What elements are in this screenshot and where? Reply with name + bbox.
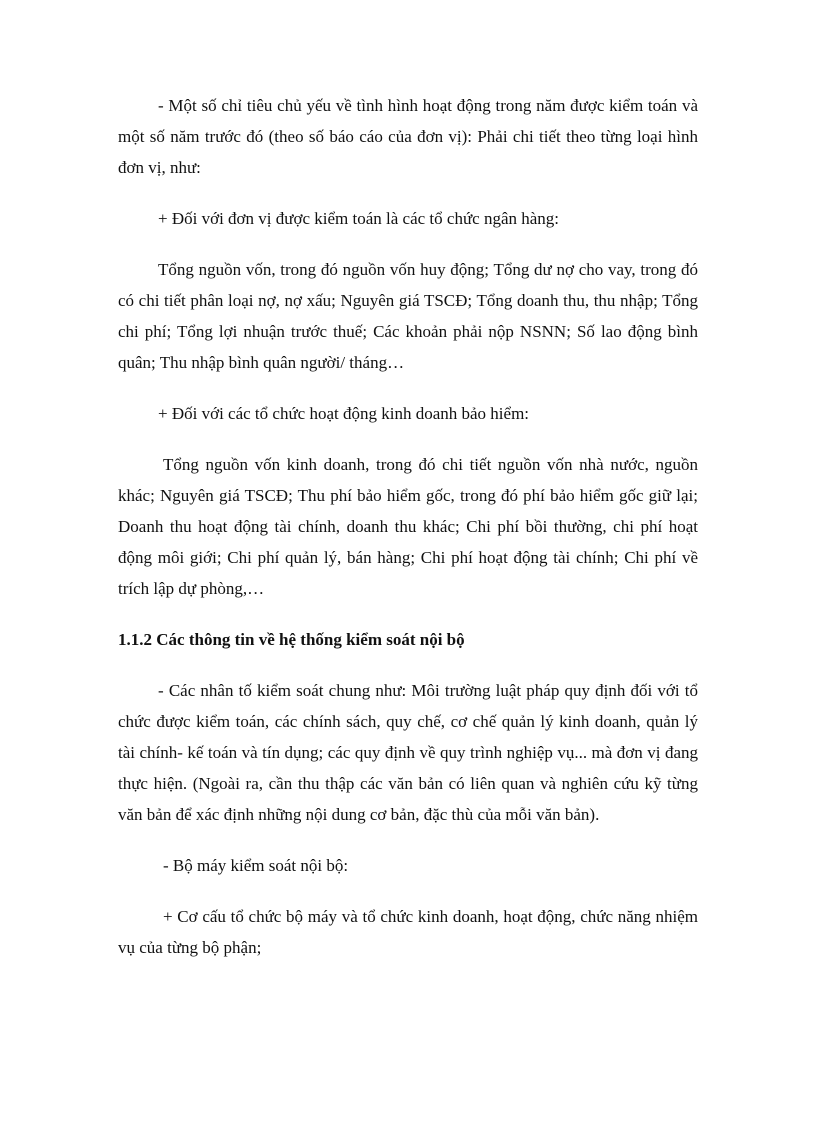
paragraph-key-indicators: - Một số chỉ tiêu chủ yếu về tình hình hoạt động trong năm được kiểm toán và một số năm trước đó (theo số báo cáo của đơn vị): Phải chi tiết theo từng loại hình đơn vị, như:: [118, 96, 698, 177]
paragraph-internal-control-apparatus: - Bộ máy kiểm soát nội bộ:: [163, 856, 349, 875]
paragraph-insurance-indicators: Tổng nguồn vốn kinh doanh, trong đó chi tiết nguồn vốn nhà nước, nguồn khác; Nguyên giá TSCĐ; Thu phí bảo hiểm gốc, trong đó phí bảo hiểm gốc giữ lại; Doanh thu hoạt động tài chính, doanh thu khác; Chi phí bồi thường, chi phí hoạt động môi giới; Chi phí quản lý, bán hàng; Chi phí hoạt động tài chính; Chi phí về trích lập dự phòng,…: [118, 455, 698, 598]
document-page: [118, 90, 698, 963]
paragraph-control-factors: - Các nhân tố kiểm soát chung như: Môi trường luật pháp quy định đối với tổ chức được kiểm toán, các chính sách, quy chế, cơ chế quản lý kinh doanh, quản lý tài chính- kế toán và tín dụng; các quy định về quy trình nghiệp vụ... mà đơn vị đang thực hiện. (Ngoài ra, cần thu thập các văn bản có liên quan và nghiên cứu kỹ từng văn bản để xác định những nội dung cơ bản, đặc thù của mỗi văn bản).: [118, 681, 698, 824]
section-heading: 1.1.2 Các thông tin về hệ thống kiểm soát nội bộ: [118, 630, 465, 649]
paragraph-insurance-intro: + Đối với các tổ chức hoạt động kinh doanh bảo hiểm:: [158, 404, 530, 423]
paragraph-banking-intro: + Đối với đơn vị được kiểm toán là các tổ chức ngân hàng:: [158, 209, 560, 228]
paragraph-banking-indicators: Tổng nguồn vốn, trong đó nguồn vốn huy động; Tổng dư nợ cho vay, trong đó có chi tiết phân loại nợ, nợ xấu; Nguyên giá TSCĐ; Tổng doanh thu, thu nhập; Tổng chi phí; Tổng lợi nhuận trước thuế; Các khoản phải nộp NSNN; Số lao động bình quân; Thu nhập bình quân người/ tháng…: [118, 260, 698, 372]
paragraph-organizational-structure: + Cơ cấu tổ chức bộ máy và tổ chức kinh doanh, hoạt động, chức năng nhiệm vụ của từng bộ phận;: [118, 907, 698, 957]
